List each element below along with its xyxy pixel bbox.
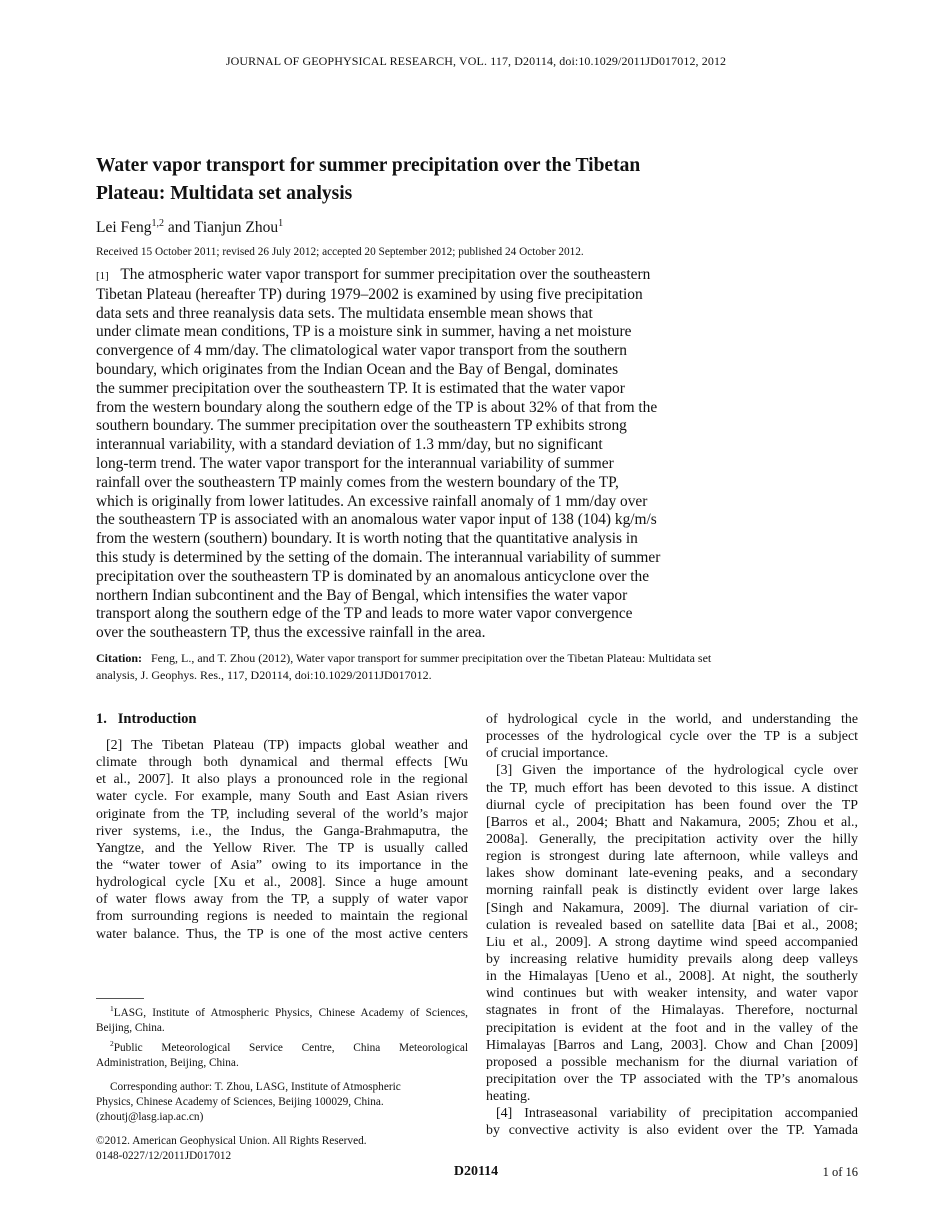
text-line: morning rainfall peak is distinctly evident over large lakes (486, 883, 858, 899)
abstract-text: precipitation over the southeastern TP is dominated by an anomalous anticyclone over the (96, 567, 650, 585)
abstract-line (96, 436, 736, 455)
footnote-text: Public Meteorological Service Centre, China Meteorological (113, 1041, 468, 1054)
footnote-2 (96, 1036, 468, 1056)
text-line: climate through both dynamical and thermal effects [Wu (96, 755, 468, 771)
affiliation-mark: 1 (278, 218, 284, 229)
abstract-line (96, 455, 736, 474)
citation-text: analysis, J. Geophys. Res., 117, D20114, doi:10.1029/2011JD017012. (96, 667, 432, 682)
text-line: Yangtze, and the Yellow River. The TP is usually called (96, 840, 468, 856)
abstract-text: the southeastern TP is associated with an anomalous water vapor input of 138 (104) kg/m/s (96, 511, 657, 529)
abstract-text: northern Indian subcontinent and the Bay of Bengal, which intensifies the water vapor (96, 586, 628, 604)
text-line: wind continues but with weaker intensity, and water vapor (486, 986, 858, 1002)
left-column (96, 737, 468, 943)
text-line: lakes show dominant late-evening peaks, and a secondary (486, 866, 858, 882)
abstract-line (96, 493, 736, 512)
abstract-line (96, 266, 736, 286)
text-line: hydrological cycle [Xu et al., 2008]. Since a huge amount (96, 875, 468, 891)
text-line: of crucial importance. (486, 746, 609, 762)
text-line: precipitation is evident at the foot and in the valley of the (486, 1020, 858, 1036)
citation-label: Citation: (96, 651, 142, 665)
abstract-text: rainfall over the southeastern TP mainly comes from the western boundary of the TP, (96, 473, 619, 491)
text-line: from surrounding regions is needed to maintain the regional (96, 909, 468, 925)
abstract-line (96, 511, 736, 530)
text-line: [Barros et al., 2004; Bhatt and Nakamura, 2005; Zhou et al., (486, 814, 858, 830)
text-line: river systems, i.e., the Indus, the Ganga-Brahmaputra, the (96, 823, 468, 839)
author-name: Tianjun Zhou (193, 219, 279, 237)
abstract-text: transport along the southern edge of the TP and leads to more water vapor convergence (96, 605, 633, 623)
abstract-text: long-term trend. The water vapor transport for the interannual variability of summer (96, 454, 614, 472)
issn: 0148-0227/12/2011JD017012 (96, 1149, 232, 1162)
affiliation-mark: 1,2 (151, 218, 165, 229)
text-line: proposed a possible mechanism for the diurnal variation of (486, 1054, 858, 1070)
footnote-text: Beijing, China. (96, 1021, 165, 1034)
received-dates: Received 15 October 2011; revised 26 July 2012; accepted 20 September 2012; published 24 October 2012. (96, 246, 584, 258)
text-line: the TP, much effort has been devoted to this issue. A distinct (486, 780, 858, 796)
abstract-line (96, 323, 736, 342)
text-line: of hydrological cycle in the world, and understanding the (486, 712, 858, 727)
paragraph-marker: [1] (96, 270, 109, 282)
abstract-line (96, 286, 736, 305)
abstract-text: data sets and three reanalysis data sets. The multidata ensemble mean shows that (96, 304, 593, 322)
abstract-line (96, 587, 736, 606)
abstract-text: boundary, which originates from the Indian Ocean and the Bay of Bengal, dominates (96, 360, 619, 378)
text-line: Liu et al., 2009]. A strong daytime wind speed accompanied (486, 934, 858, 950)
text-line: [2] The Tibetan Plateau (TP) impacts global weather and (106, 738, 468, 753)
abstract-text: this study is determined by the setting of the domain. The interannual variability of summer (96, 548, 661, 566)
text-line: the “water tower of Asia” owing to its importance in the (96, 857, 468, 873)
text-line: Himalayas [Barros and Lang, 2003]. Chow and Chan [2009] (486, 1037, 858, 1053)
text-line: culation is revealed based on satellite data [Bai et al., 2008; (486, 917, 858, 933)
text-line: [Singh and Nakamura, 2009]. The diurnal variation of cir- (486, 900, 858, 916)
abstract-text: The atmospheric water vapor transport for summer precipitation over the southeastern (120, 266, 651, 283)
abstract-text: interannual variability, with a standard deviation of 1.3 mm/day, but no significant (96, 436, 603, 454)
footnote-mark: 1 (110, 1004, 114, 1013)
abstract-text: convergence of 4 mm/day. The climatological water vapor transport from the southern (96, 342, 627, 360)
paper-title (96, 152, 816, 208)
section-heading: 1. Introduction (96, 711, 197, 727)
paragraph (486, 711, 858, 762)
abstract-text: from the western (southern) boundary. It is worth noting that the quantitative analysis in (96, 530, 638, 548)
abstract-line (96, 399, 736, 418)
abstract-text: Tibetan Plateau (hereafter TP) during 1979–2002 is examined by using five precipitation (96, 285, 643, 303)
corresponding-author: Physics, Chinese Academy of Sciences, Beijing 100029, China. (96, 1095, 384, 1108)
abstract-line (96, 605, 736, 624)
footnote-1 (96, 1001, 468, 1021)
footnote-text: Administration, Beijing, China. (96, 1056, 239, 1069)
abstract-line (96, 530, 736, 549)
abstract-text: from the western boundary along the southern edge of the TP is about 32% of that from the (96, 398, 658, 416)
right-column (486, 711, 858, 1140)
text-line: heating. (486, 1089, 531, 1105)
abstract-line (96, 549, 736, 568)
footer-article-id: D20114 (453, 1164, 499, 1179)
text-line: of water flows away from the TP, a supply of water vapor (96, 892, 468, 908)
text-line: processes of the hydrological cycle over the TP is a subject (486, 729, 858, 745)
author-conjunction: and (164, 219, 194, 237)
text-line: stagnates in front of the Himalayas. Therefore, nocturnal (486, 1003, 858, 1019)
text-line: precipitation over the TP associated with the TP’s anomalous (486, 1071, 858, 1087)
text-line: [4] Intraseasonal variability of precipitation accompanied (496, 1106, 858, 1122)
corresponding-author: Corresponding author: T. Zhou, LASG, Institute of Atmospheric (110, 1080, 401, 1093)
abstract-line (96, 380, 736, 399)
running-header: JOURNAL OF GEOPHYSICAL RESEARCH, VOL. 117, D20114, doi:10.1029/2011JD017012, 2012 (225, 54, 727, 68)
paragraph (96, 737, 468, 943)
title-line: Plateau: Multidata set analysis (96, 183, 353, 204)
footnote-rule (96, 998, 144, 999)
footnote-text: LASG, Institute of Atmospheric Physics, Chinese Academy of Sciences, (113, 1006, 468, 1019)
copyright: ©2012. American Geophysical Union. All Rights Reserved. (96, 1134, 367, 1147)
footer-page-number: 1 of 16 (822, 1165, 858, 1179)
abstract-text: the summer precipitation over the southeastern TP. It is estimated that the water vapor (96, 379, 625, 397)
text-line: water balance. Thus, the TP is one of the most active centers (96, 926, 468, 942)
abstract-line (96, 568, 736, 587)
text-line: 2008a]. Generally, the precipitation activity over the hilly (486, 831, 858, 847)
abstract-line (96, 624, 736, 643)
text-line: water cycle. For example, many South and East Asian rivers (96, 789, 468, 805)
citation-text: Feng, L., and T. Zhou (2012), Water vapor transport for summer precipitation over the Tibetan Plateau: Multidata set (151, 651, 712, 665)
abstract-text: which is originally from lower latitudes. An excessive rainfall anomaly of 1 mm/day over (96, 492, 648, 510)
abstract-line (96, 474, 736, 493)
abstract-text: southern boundary. The summer precipitation over the southeastern TP exhibits strong (96, 417, 627, 435)
text-line: diurnal cycle of precipitation has been found over the TP (486, 797, 858, 813)
paragraph (486, 762, 858, 1105)
abstract-text: over the southeastern TP, thus the excessive rainfall in the area. (96, 624, 486, 642)
corresponding-email: (zhoutj@lasg.iap.ac.cn) (96, 1110, 204, 1123)
abstract-line (96, 342, 736, 361)
author-name: Lei Feng (96, 219, 152, 237)
text-line: by convective activity is also evident over the TP. Yamada (486, 1123, 858, 1139)
text-line: region is strongest during late afternoon, while valleys and (486, 849, 858, 865)
paragraph (486, 1105, 858, 1139)
text-line: originate from the TP, including several of the world’s major (96, 806, 468, 822)
text-line: by increasing relative humidity prevails along deep valleys (486, 951, 858, 967)
abstract-line (96, 305, 736, 324)
abstract-line (96, 361, 736, 380)
text-line: et al., 2007]. It also plays a pronounced role in the regional (96, 772, 468, 788)
abstract (96, 266, 736, 643)
footnote-mark: 2 (110, 1038, 114, 1048)
text-line: in the Himalayas [Ueno et al., 2008]. At night, the southerly (486, 969, 858, 985)
footnotes (96, 1001, 468, 1164)
text-line: [3] Given the importance of the hydrological cycle over (496, 763, 858, 779)
abstract-line (96, 417, 736, 436)
citation (96, 650, 816, 683)
title-line: Water vapor transport for summer precipitation over the Tibetan (96, 155, 641, 176)
author-list (96, 218, 283, 237)
abstract-text: under climate mean conditions, TP is a moisture sink in summer, having a net moisture (96, 323, 632, 341)
